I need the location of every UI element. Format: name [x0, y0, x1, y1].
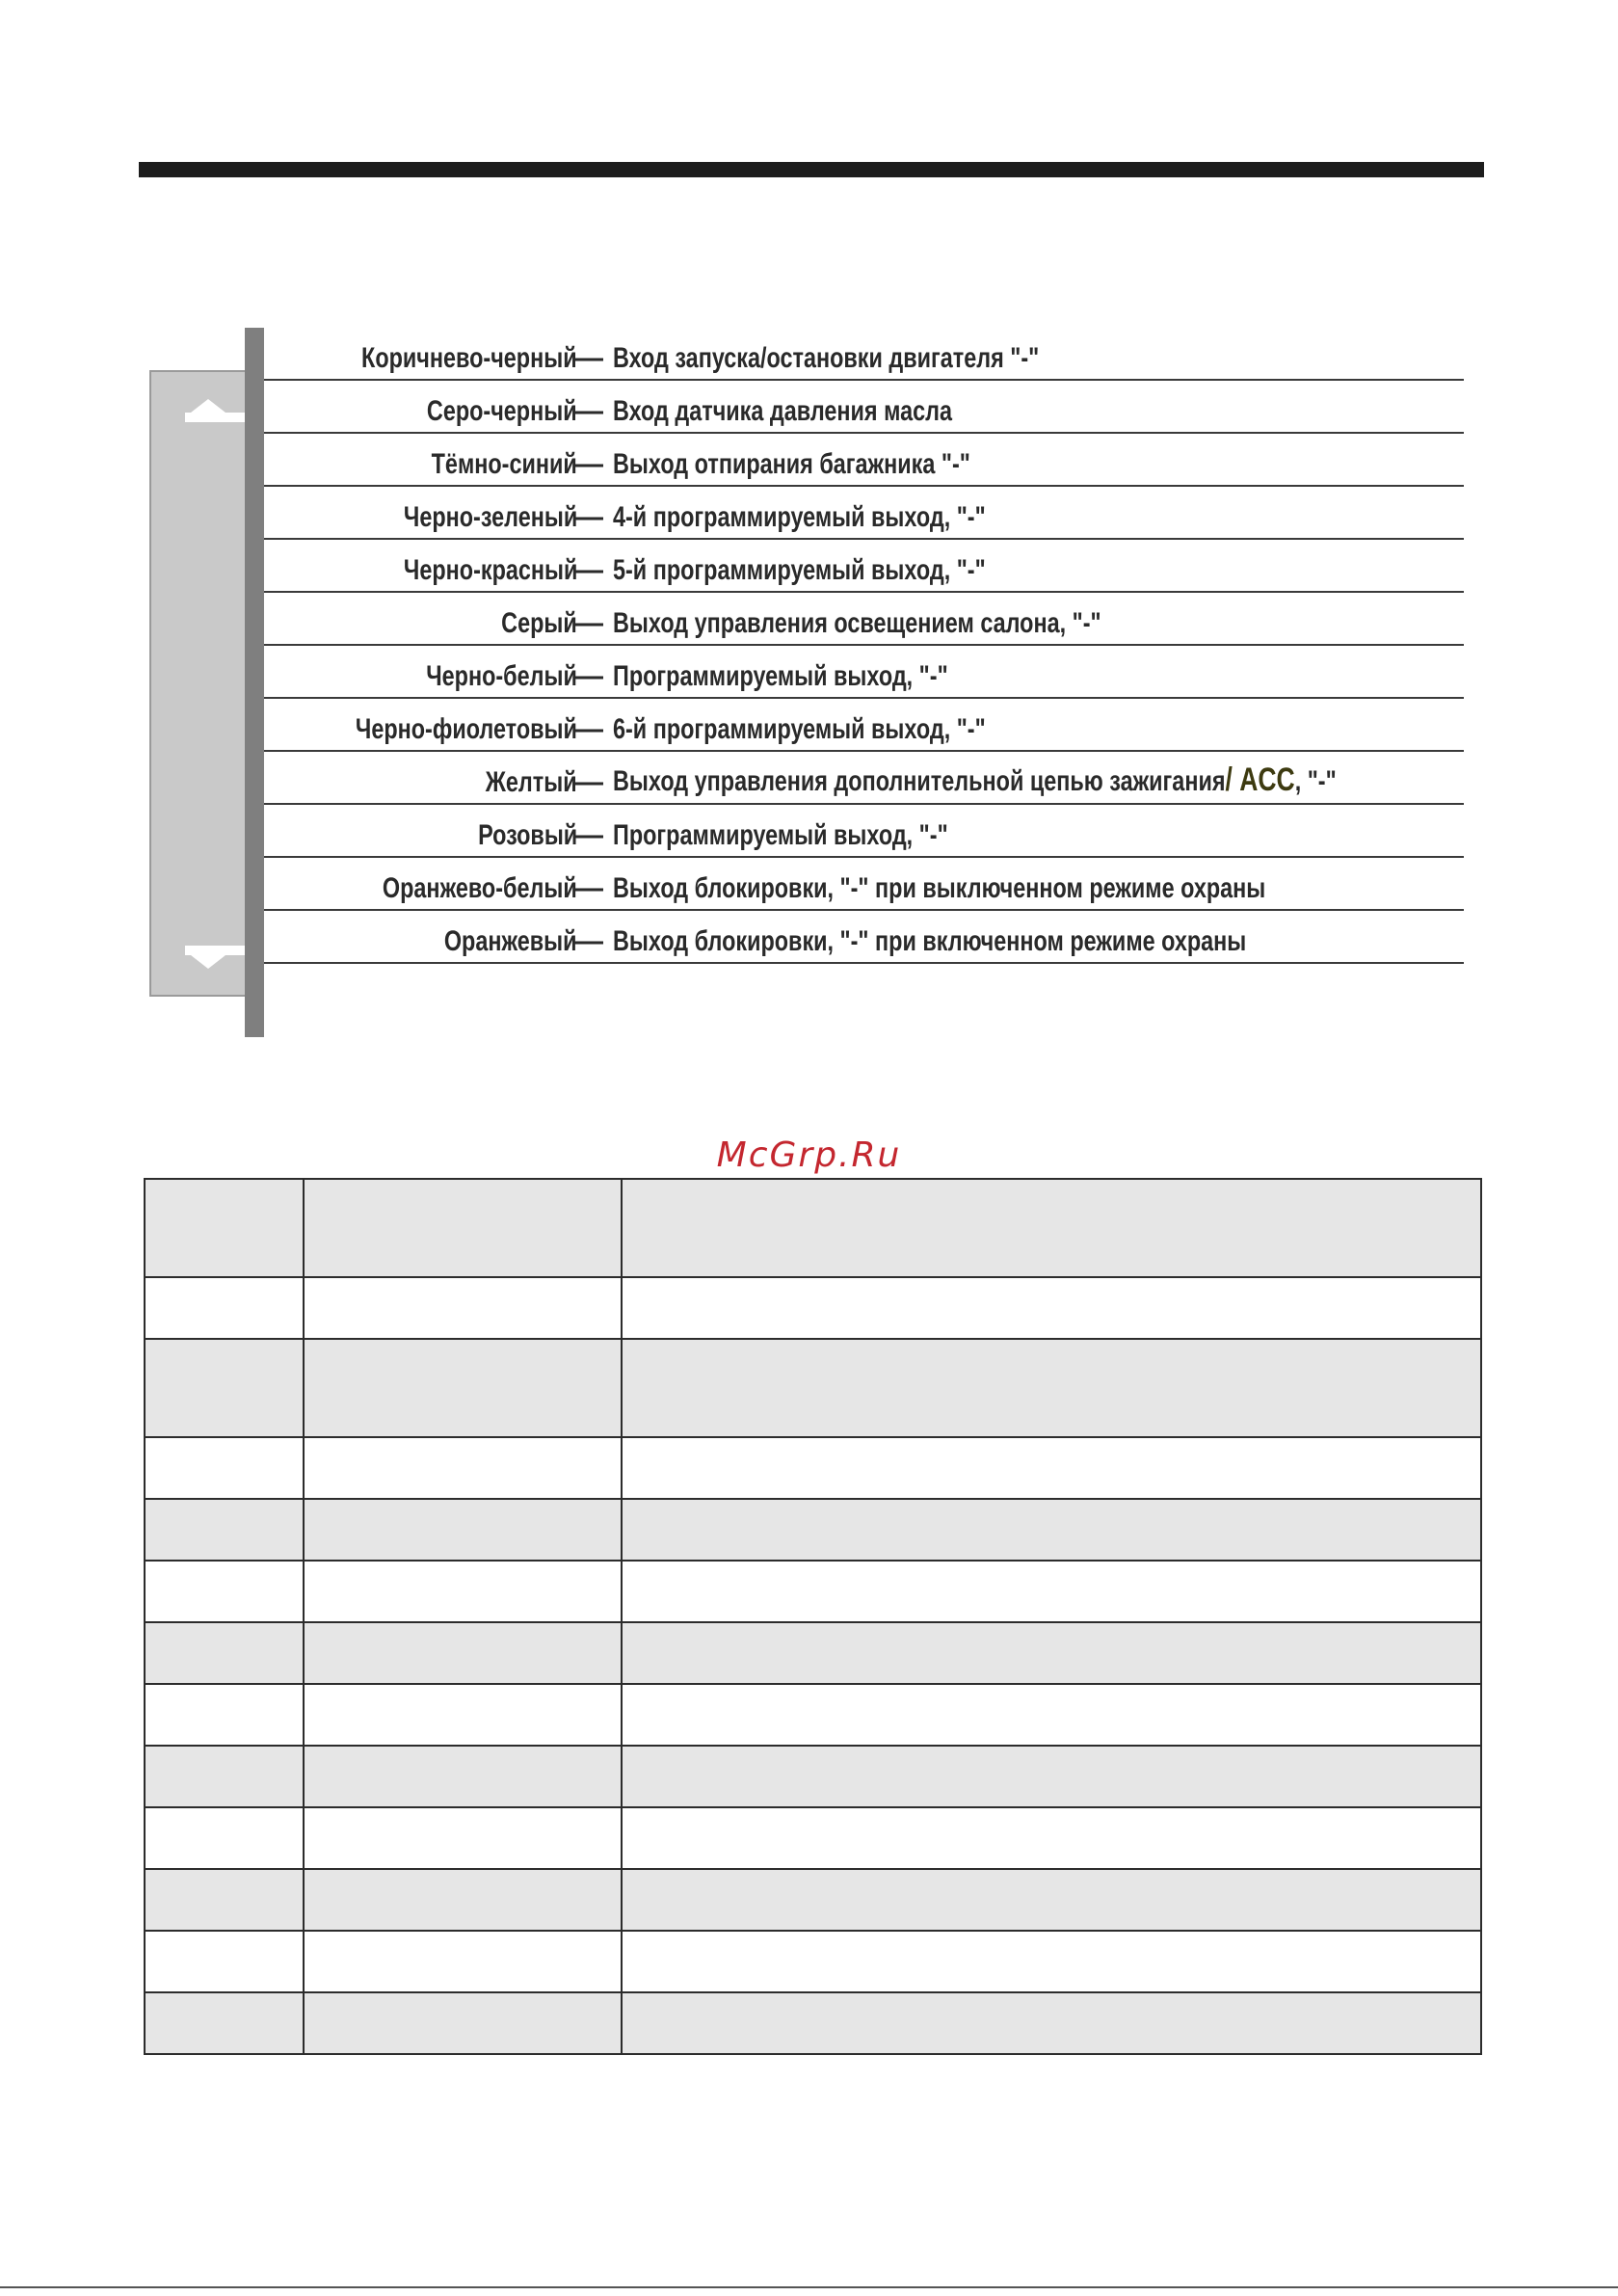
- wire-function: 4-й программируемый выход, "-": [613, 501, 986, 533]
- wire-color: Серый: [501, 607, 577, 639]
- wire-dash: —: [574, 660, 603, 692]
- wire-function: Программируемый выход, "-": [613, 819, 948, 851]
- wire-function: 5-й программируемый выход, "-": [613, 554, 986, 586]
- table-row: [145, 1622, 1481, 1684]
- table-row: [145, 1807, 1481, 1869]
- pin-table: [144, 1178, 1482, 2055]
- wire-row: [264, 540, 1464, 593]
- table-row: [145, 1179, 1481, 1277]
- watermark: McGrp.Ru: [716, 1135, 902, 1175]
- wire-row: [264, 646, 1464, 699]
- wire-dash: —: [574, 713, 603, 745]
- wire-dash: —: [574, 501, 603, 533]
- table-row: [145, 1561, 1481, 1622]
- connector-wiring-diagram: [145, 328, 1494, 1041]
- wire-dash: —: [574, 607, 603, 639]
- wire-color: Черно-зеленый: [403, 501, 577, 533]
- wire-row: [264, 858, 1464, 911]
- wire-function: [613, 761, 1337, 799]
- wire-color: Черно-белый: [426, 660, 577, 692]
- table-row: [145, 1339, 1481, 1437]
- wire-function: Выход блокировки, "-" при выключенном режиме охраны: [613, 872, 1266, 904]
- table-row: [145, 1746, 1481, 1807]
- wire-line: [264, 962, 1464, 964]
- wire-function: Вход датчика давления масла: [613, 395, 952, 427]
- wire-dash: —: [574, 819, 603, 851]
- wire-row: [264, 593, 1464, 646]
- wire-row: [264, 487, 1464, 540]
- table-row: [145, 1437, 1481, 1499]
- wire-dash: —: [574, 342, 603, 374]
- wire-row: [264, 911, 1464, 964]
- wire-function-tail: , "-": [1294, 765, 1337, 797]
- wire-color: Серо-черный: [427, 395, 577, 427]
- wire-row: [264, 434, 1464, 487]
- wire-dash: —: [574, 766, 603, 798]
- wire-color: Желтый: [486, 766, 577, 798]
- acc-label: / ACC: [1225, 761, 1295, 798]
- table-row: [145, 1277, 1481, 1339]
- wire-color: Розовый: [477, 819, 577, 851]
- wire-color: Оранжево-белый: [383, 872, 577, 904]
- header-rule: [139, 162, 1484, 177]
- table-row: [145, 1992, 1481, 2054]
- wire-dash: —: [574, 554, 603, 586]
- table-row: [145, 1869, 1481, 1931]
- wire-function-text: Выход управления дополнительной цепью зажигания: [613, 765, 1226, 797]
- table-row: [145, 1499, 1481, 1561]
- table-row: [145, 1684, 1481, 1746]
- footer-rule: [0, 2286, 1618, 2288]
- wire-function: Программируемый выход, "-": [613, 660, 948, 692]
- wire-function: Вход запуска/остановки двигателя "-": [613, 342, 1040, 374]
- wire-dash: —: [574, 448, 603, 480]
- wire-row: [264, 328, 1464, 381]
- wire-color: Тёмно-синий: [431, 448, 577, 480]
- wire-function: 6-й программируемый выход, "-": [613, 713, 986, 745]
- wire-dash: —: [574, 872, 603, 904]
- wire-function: Выход блокировки, "-" при включенном режиме охраны: [613, 925, 1247, 957]
- wire-function: Выход отпирания багажника "-": [613, 448, 970, 480]
- wire-row: [264, 381, 1464, 434]
- wire-row: [264, 699, 1464, 752]
- latch-down-icon: [185, 946, 245, 955]
- wire-function: Выход управления освещением салона, "-": [613, 607, 1101, 639]
- wire-row: [264, 805, 1464, 858]
- wire-color: Коричнево-черный: [361, 342, 577, 374]
- wire-color: Оранжевый: [444, 925, 577, 957]
- wire-dash: —: [574, 925, 603, 957]
- latch-up-icon: [185, 413, 245, 422]
- connector-housing: [149, 370, 246, 997]
- wire-color: Черно-красный: [403, 554, 577, 586]
- wire-row: [264, 752, 1464, 805]
- connector-pin-bar: [245, 328, 264, 1037]
- wire-dash: —: [574, 395, 603, 427]
- wire-color: Черно-фиолетовый: [355, 713, 577, 745]
- table-row: [145, 1931, 1481, 1992]
